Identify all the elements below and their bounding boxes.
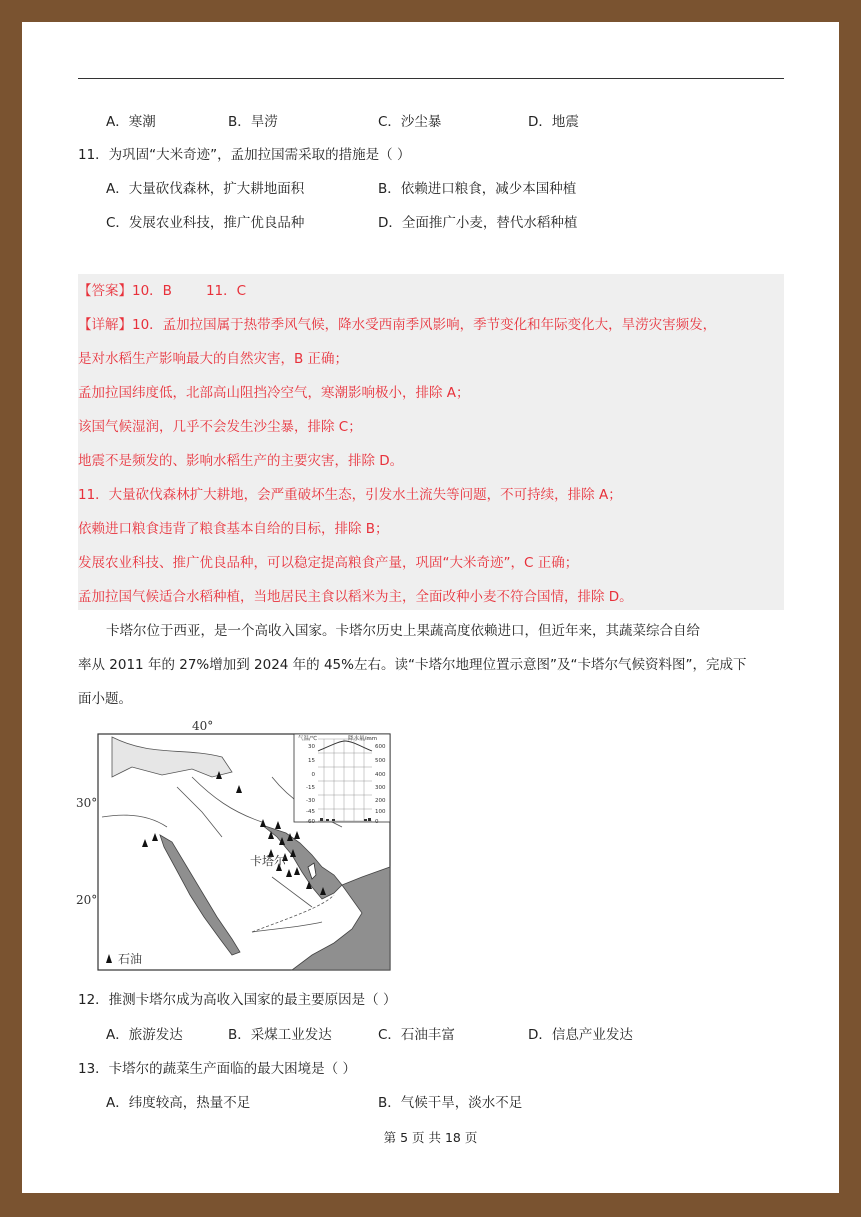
q10-option-d: D．地震 xyxy=(528,114,579,130)
temp-tick: 0 xyxy=(311,772,315,778)
precip-tick: 300 xyxy=(375,785,386,791)
page-footer: 第 5 页 共 18 页 xyxy=(383,1130,478,1145)
header-rule xyxy=(78,78,784,79)
temp-tick: -60 xyxy=(306,819,315,825)
precip-tick: 100 xyxy=(375,809,386,815)
q12-option-a: A．旅游发达 xyxy=(106,1027,183,1043)
precip-tick: 200 xyxy=(375,798,386,804)
temp-tick: -15 xyxy=(306,785,315,791)
answer-q11: 11．C xyxy=(205,283,247,299)
q13-stem: 13．卡塔尔的蔬菜生产面临的最大困境是（ ） xyxy=(78,1061,356,1077)
answer-q10: 10．B xyxy=(132,283,172,299)
q10-option-c: C．沙尘暴 xyxy=(378,114,442,130)
legend-label: 石油 xyxy=(118,952,143,966)
longitude-label: 40° xyxy=(192,719,214,733)
detail-text-1: 10．孟加拉国属于热带季风气候，降水受西南季风影响，季节变化和年际变化大，旱涝灾害频发， xyxy=(132,317,717,333)
q11-option-a: A．大量砍伐森林，扩大耕地面积 xyxy=(106,181,305,197)
q12-option-c: C．石油丰富 xyxy=(378,1027,455,1043)
temp-axis-title: 气温/℃ xyxy=(298,736,318,742)
map-svg xyxy=(72,717,422,977)
intro-line-2: 率从 2011 年的 27%增加到 2024 年的 45%左右。读“卡塔尔地理位置示意图”及“卡塔尔气候资料图”，完成下 xyxy=(78,657,747,673)
precip-tick: 400 xyxy=(375,772,386,778)
temp-tick: -30 xyxy=(306,798,315,804)
q13-option-b: B．气候干旱，淡水不足 xyxy=(378,1095,523,1111)
q12-option-d: D．信息产业发达 xyxy=(528,1027,633,1043)
q10-option-b: B．旱涝 xyxy=(228,114,278,130)
precip-tick: 600 xyxy=(375,744,386,750)
precip-tick: 500 xyxy=(375,758,386,764)
detail-line-2: 是对水稻生产影响最大的自然灾害，B 正确； xyxy=(78,351,349,367)
detail-line-7: 依赖进口粮食违背了粮食基本自给的目标，排除 B； xyxy=(78,521,389,537)
intro-line-1: 卡塔尔位于西亚，是一个高收入国家。卡塔尔历史上果蔬高度依赖进口，但近年来，其蔬菜综合自给 xyxy=(106,623,700,639)
detail-line-9: 孟加拉国气候适合水稻种植，当地居民主食以稻米为主，全面改种小麦不符合国情，排除 D。 xyxy=(78,589,633,605)
latitude-20-label: 20° xyxy=(76,893,98,907)
q11-option-b: B．依赖进口粮食，减少本国种植 xyxy=(378,181,577,197)
q12-option-b: B．采煤工业发达 xyxy=(228,1027,332,1043)
answer-line xyxy=(78,282,246,300)
temp-tick: 30 xyxy=(308,744,315,750)
q10-option-a: A．寒潮 xyxy=(106,114,156,130)
q13-option-a: A．纬度较高，热量不足 xyxy=(106,1095,251,1111)
latitude-30-label: 30° xyxy=(76,796,98,810)
qatar-map-figure xyxy=(72,717,422,977)
temp-tick: -45 xyxy=(306,809,315,815)
precip-axis-title: 降水量/mm xyxy=(348,736,378,742)
detail-line-4: 该国气候湿润，几乎不会发生沙尘暴，排除 C； xyxy=(78,419,362,435)
q11-option-d: D．全面推广小麦，替代水稻种植 xyxy=(378,215,578,231)
precip-tick: 0 xyxy=(375,819,379,825)
detail-label: 【详解】 xyxy=(78,317,132,333)
q11-stem: 11．为巩固“大米奇迹”，孟加拉国需采取的措施是（ ） xyxy=(78,147,411,163)
detail-line-3: 孟加拉国纬度低，北部高山阻挡冷空气，寒潮影响极小，排除 A； xyxy=(78,385,470,401)
detail-line-8: 发展农业科技、推广优良品种，可以稳定提高粮食产量，巩固“大米奇迹”，C 正确； xyxy=(78,555,579,571)
answer-label: 【答案】 xyxy=(78,283,132,299)
detail-line-5: 地震不是频发的、影响水稻生产的主要灾害，排除 D。 xyxy=(78,453,404,469)
q11-option-c: C．发展农业科技，推广优良品种 xyxy=(106,215,305,231)
document-page xyxy=(22,22,839,1193)
q12-stem: 12．推测卡塔尔成为高收入国家的最主要原因是（ ） xyxy=(78,992,397,1008)
detail-line-1 xyxy=(78,316,716,334)
qatar-label: 卡塔尔 xyxy=(250,854,287,868)
temp-tick: 15 xyxy=(308,758,315,764)
detail-line-6: 11．大量砍伐森林扩大耕地，会严重破坏生态，引发水土流失等问题，不可持续，排除 A； xyxy=(78,487,622,503)
intro-line-3: 面小题。 xyxy=(78,691,132,707)
